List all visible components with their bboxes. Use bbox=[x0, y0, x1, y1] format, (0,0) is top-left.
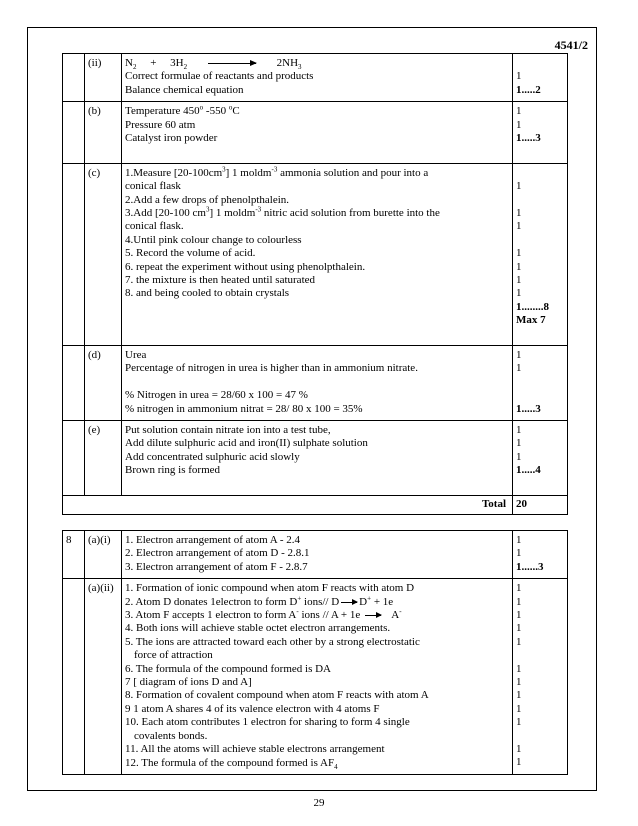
reaction-arrow-icon bbox=[365, 615, 381, 616]
answer-line: 8. and being cooled to obtain crystals bbox=[125, 287, 290, 300]
answer-cell bbox=[122, 531, 513, 579]
answer-line: conical flask. bbox=[125, 220, 184, 233]
answer-line: covalents bonds. bbox=[134, 729, 208, 742]
answer-line: % Nitrogen in urea = 28/60 x 100 = 47 % bbox=[125, 389, 308, 402]
answer-cell bbox=[122, 54, 513, 102]
answer-line: 11. All the atoms will achieve stable electrons arrangement bbox=[125, 743, 385, 756]
answer-line: 7. the mixture is then heated until saturated bbox=[125, 274, 316, 287]
marks-cell: 1 1 1......3 bbox=[513, 531, 568, 579]
answer-line: Brown ring is formed bbox=[125, 464, 221, 477]
answer-cell bbox=[122, 579, 513, 775]
answer-line: 1. Formation of ionic compound when atom F reacts with atom D bbox=[125, 582, 415, 595]
answer-cell bbox=[122, 421, 513, 496]
row-q7-e bbox=[63, 421, 568, 496]
answer-line: Add dilute sulphuric acid and iron(II) sulphate solution bbox=[125, 437, 368, 450]
question-number: 8 bbox=[63, 531, 85, 579]
answer-line: 5. The ions are attracted toward each other by a strong electrostatic bbox=[125, 635, 420, 648]
answer-line: 12. The formula of the compound formed is $AF_4$ bbox=[125, 756, 338, 771]
row-q7-b bbox=[63, 102, 568, 164]
chemical-equation: $N_2$ + $3H_2$ $2NH_3$ bbox=[125, 57, 302, 72]
row-q7-d bbox=[63, 346, 568, 421]
answer-line: 10. Each atom contributes 1 electron for sharing to form 4 single bbox=[125, 716, 410, 729]
answer-line: Catalyst iron powder bbox=[125, 132, 218, 145]
answer-line: 4.Until pink colour change to colourless bbox=[125, 233, 302, 246]
marks-cell: 1 1 1 1 1 1 1 1........8 Max 7 bbox=[513, 163, 568, 345]
total-value: 20 bbox=[513, 496, 568, 514]
reaction-arrow-icon bbox=[208, 63, 256, 64]
part-label: (e) bbox=[85, 421, 122, 496]
answer-line: 7 [ diagram of ions D and A] bbox=[125, 676, 252, 689]
answer-line: Put solution contain nitrate ion into a test tube, bbox=[125, 424, 331, 437]
part-label: (c) bbox=[85, 163, 122, 345]
row-total bbox=[63, 496, 568, 514]
answer-line: 4. Both ions will achieve stable octet electron arrangements. bbox=[125, 622, 391, 635]
answer-cell bbox=[122, 346, 513, 421]
answer-line: Pressure 60 atm bbox=[125, 118, 196, 131]
answer-line: Temperature 450$^o$ -550 $^o$C bbox=[125, 103, 240, 118]
answer-line: 2. Atom D donates 1electron to form D+ ions// D D+ + 1e bbox=[125, 593, 394, 608]
answer-line: 6. repeat the experiment without using phenolpthalein. bbox=[125, 260, 366, 273]
answer-cell bbox=[122, 163, 513, 345]
question-7-scheme-table bbox=[62, 53, 568, 515]
answer-line: Balance chemical equation bbox=[125, 83, 244, 96]
answer-line: 1. Electron arrangement of atom A - 2.4 bbox=[125, 534, 301, 546]
part-label: (d) bbox=[85, 346, 122, 421]
row-q8-aii bbox=[63, 579, 568, 775]
question-8-scheme-table bbox=[62, 530, 568, 775]
marks-cell: 1 1 1 1.....4 bbox=[513, 421, 568, 496]
part-label: (ii) bbox=[85, 54, 122, 102]
row-q8-ai bbox=[63, 531, 568, 579]
answer-line: 2. Electron arrangement of atom D - 2.8.1 bbox=[125, 547, 310, 560]
answer-line: 6. The formula of the compound formed is DA bbox=[125, 662, 332, 675]
answer-line: 3.Add [20-100 $cm^3$] 1 moldm$^{-3}$ nitric acid solution from burette into the bbox=[125, 205, 440, 220]
answer-line: 2.Add a few drops of phenolpthalein. bbox=[125, 193, 290, 206]
part-label: (b) bbox=[85, 102, 122, 164]
paper-code: 4541/2 bbox=[554, 38, 588, 52]
total-label: Total bbox=[63, 496, 513, 514]
answer-line: Correct formulae of reactants and products bbox=[125, 70, 314, 83]
answer-line: 9 1 atom A shares 4 of its valence electron with 4 atoms F bbox=[125, 702, 380, 715]
marks-cell: 1 1 1.....3 bbox=[513, 102, 568, 164]
part-label: (a)(ii) bbox=[85, 579, 122, 775]
marks-cell: 1 1 1 1 1 1 1 1 1 1 1 1 bbox=[513, 579, 568, 775]
row-q7-ii bbox=[63, 54, 568, 102]
answer-line: % nitrogen in ammonium nitrat = 28/ 80 x 100 = 35% bbox=[125, 402, 363, 415]
answer-cell bbox=[122, 102, 513, 164]
row-q7-c bbox=[63, 163, 568, 345]
marks-cell: 1 1 1.....3 bbox=[513, 346, 568, 421]
answer-line: Percentage of nitrogen in urea is higher than in ammonium nitrate. bbox=[125, 362, 418, 375]
answer-line: Add concentrated sulphuric acid slowly bbox=[125, 450, 300, 463]
answer-line: Urea bbox=[125, 349, 147, 362]
reaction-arrow-icon bbox=[341, 602, 357, 603]
answer-line: force of attraction bbox=[134, 649, 213, 662]
answer-line: 1.Measure $[20-100cm^3]$ 1 moldm$^{-3}$ ammonia solution and pour into a bbox=[125, 165, 429, 179]
page-number: 29 bbox=[313, 797, 325, 809]
answer-line: 5. Record the volume of acid. bbox=[125, 247, 256, 260]
marks-cell: 1 1.....2 bbox=[513, 54, 568, 102]
answer-line: 3. Atom F accepts 1 electron to form A- ions // A + 1e A- bbox=[125, 607, 402, 622]
part-label: (a)(i) bbox=[85, 531, 122, 579]
answer-line: 8. Formation of covalent compound when atom F reacts with atom A bbox=[125, 689, 429, 702]
answer-line: conical flask bbox=[125, 180, 181, 193]
answer-line: 3. Electron arrangement of atom F - 2.8.7 bbox=[125, 560, 308, 573]
